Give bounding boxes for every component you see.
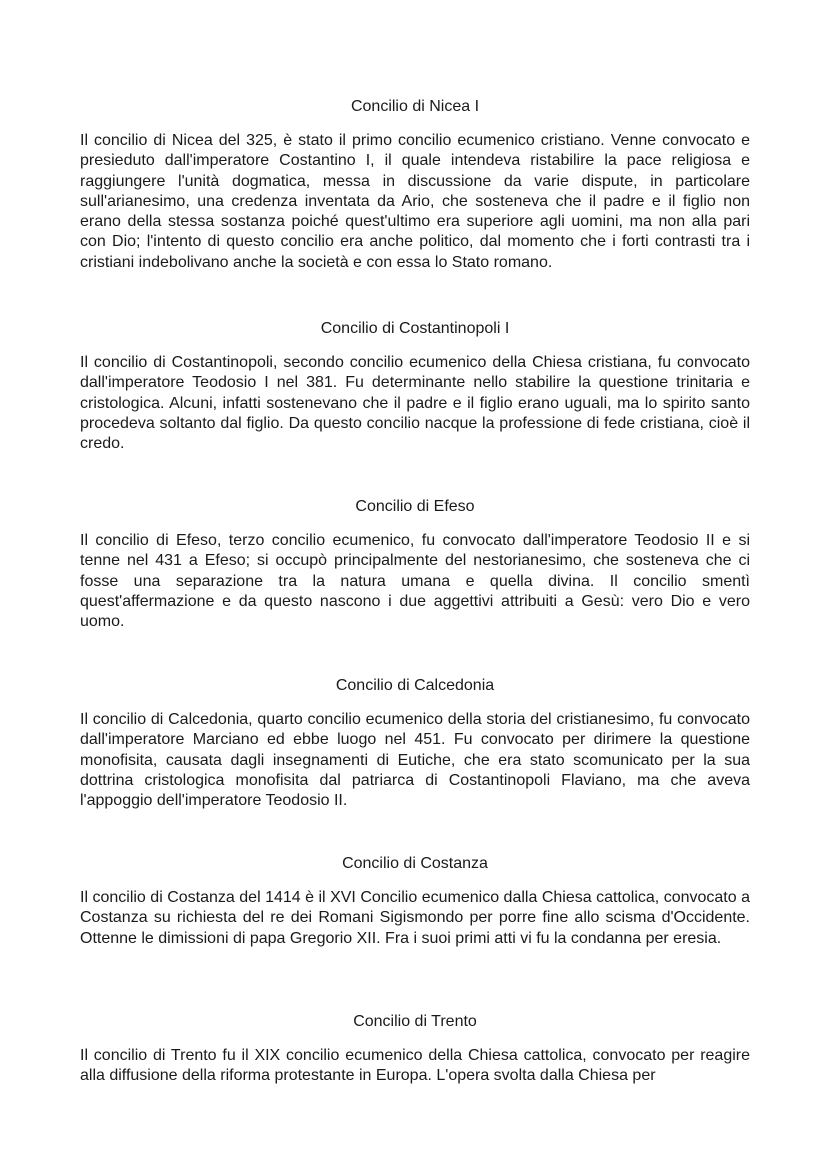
section-body: Il concilio di Calcedonia, quarto concilio ecumenico della storia del cristianesimo, fu convocato dall'imperatore Marciano ed ebbe luogo nel 451. Fu convocato per dirimere la questione monofisita, causata dagli insegnamenti di Eutiche, che era stato scomunicato per la sua dottrina cristologica monofisita dal patriarca di Costantinopoli Flaviano, ma che aveva l'appoggio dell'imperatore Teodosio II.	[80, 711, 750, 810]
section-body: Il concilio di Costanza del 1414 è il XVI Concilio ecumenico dalla Chiesa cattolica, convocato a Costanza su richiesta del re dei Romani Sigismondo per porre fine allo scisma d'Occidente. Ottenne le dimissioni di papa Gregorio XII. Fra i suoi primi atti vi fu la condanna per eresia.	[80, 889, 750, 947]
section-title: Concilio di Costantinopoli I	[320, 320, 510, 337]
section-efeso	[80, 497, 750, 632]
section-body: Il concilio di Trento fu il XIX concilio ecumenico della Chiesa cattolica, convocato per reagire alla diffusione della riforma protestante in Europa. L'opera svolta dalla Chiesa per	[80, 1047, 750, 1085]
section-title: Concilio di Nicea I	[350, 98, 480, 115]
section-body: Il concilio di Nicea del 325, è stato il primo concilio ecumenico cristiano. Venne convocato e presieduto dall'imperatore Costantino I, il quale intendeva ristabilire la pace religiosa e raggiungere l'unità dogmatica, messa in discussione da varie dispute, in particolare sull'arianesimo, una credenza inventata da Ario, che sosteneva che il padre e il figlio non erano della stessa sostanza poiché quest'ultimo era superiore agli uomini, ma non alla pari con Dio; l'intento di questo concilio era anche politico, dal momento che i forti contrasti tra i cristiani indebolivano anche la società e con essa lo Stato romano.	[80, 132, 750, 271]
section-nicea	[80, 97, 750, 273]
section-calcedonia	[80, 676, 750, 811]
section-title: Concilio di Efeso	[355, 498, 475, 515]
section-title: Concilio di Costanza	[342, 855, 488, 872]
section-title: Concilio di Calcedonia	[335, 677, 495, 694]
section-costanza	[80, 854, 750, 949]
section-title: Concilio di Trento	[353, 1013, 477, 1030]
section-costantinopoli	[80, 319, 750, 454]
section-trento	[80, 1012, 750, 1087]
section-body: Il concilio di Costantinopoli, secondo concilio ecumenico della Chiesa cristiana, fu convocato dall'imperatore Teodosio I nel 381. Fu determinante nello stabilire la questione trinitaria e cristologica. Alcuni, infatti sostenevano che il padre e il figlio erano uguali, ma lo spirito santo procedeva soltanto dal figlio. Da questo concilio nacque la professione di fede cristiana, cioè il credo.	[80, 354, 750, 453]
section-body: Il concilio di Efeso, terzo concilio ecumenico, fu convocato dall'imperatore Teodosio II e si tenne nel 431 a Efeso; si occupò principalmente del nestorianesimo, che sosteneva che ci fosse una separazione tra la natura umana e quella divina. Il concilio smentì quest'affermazione e da questo nascono i due aggettivi attribuiti a Gesù: vero Dio e vero uomo.	[80, 532, 750, 631]
